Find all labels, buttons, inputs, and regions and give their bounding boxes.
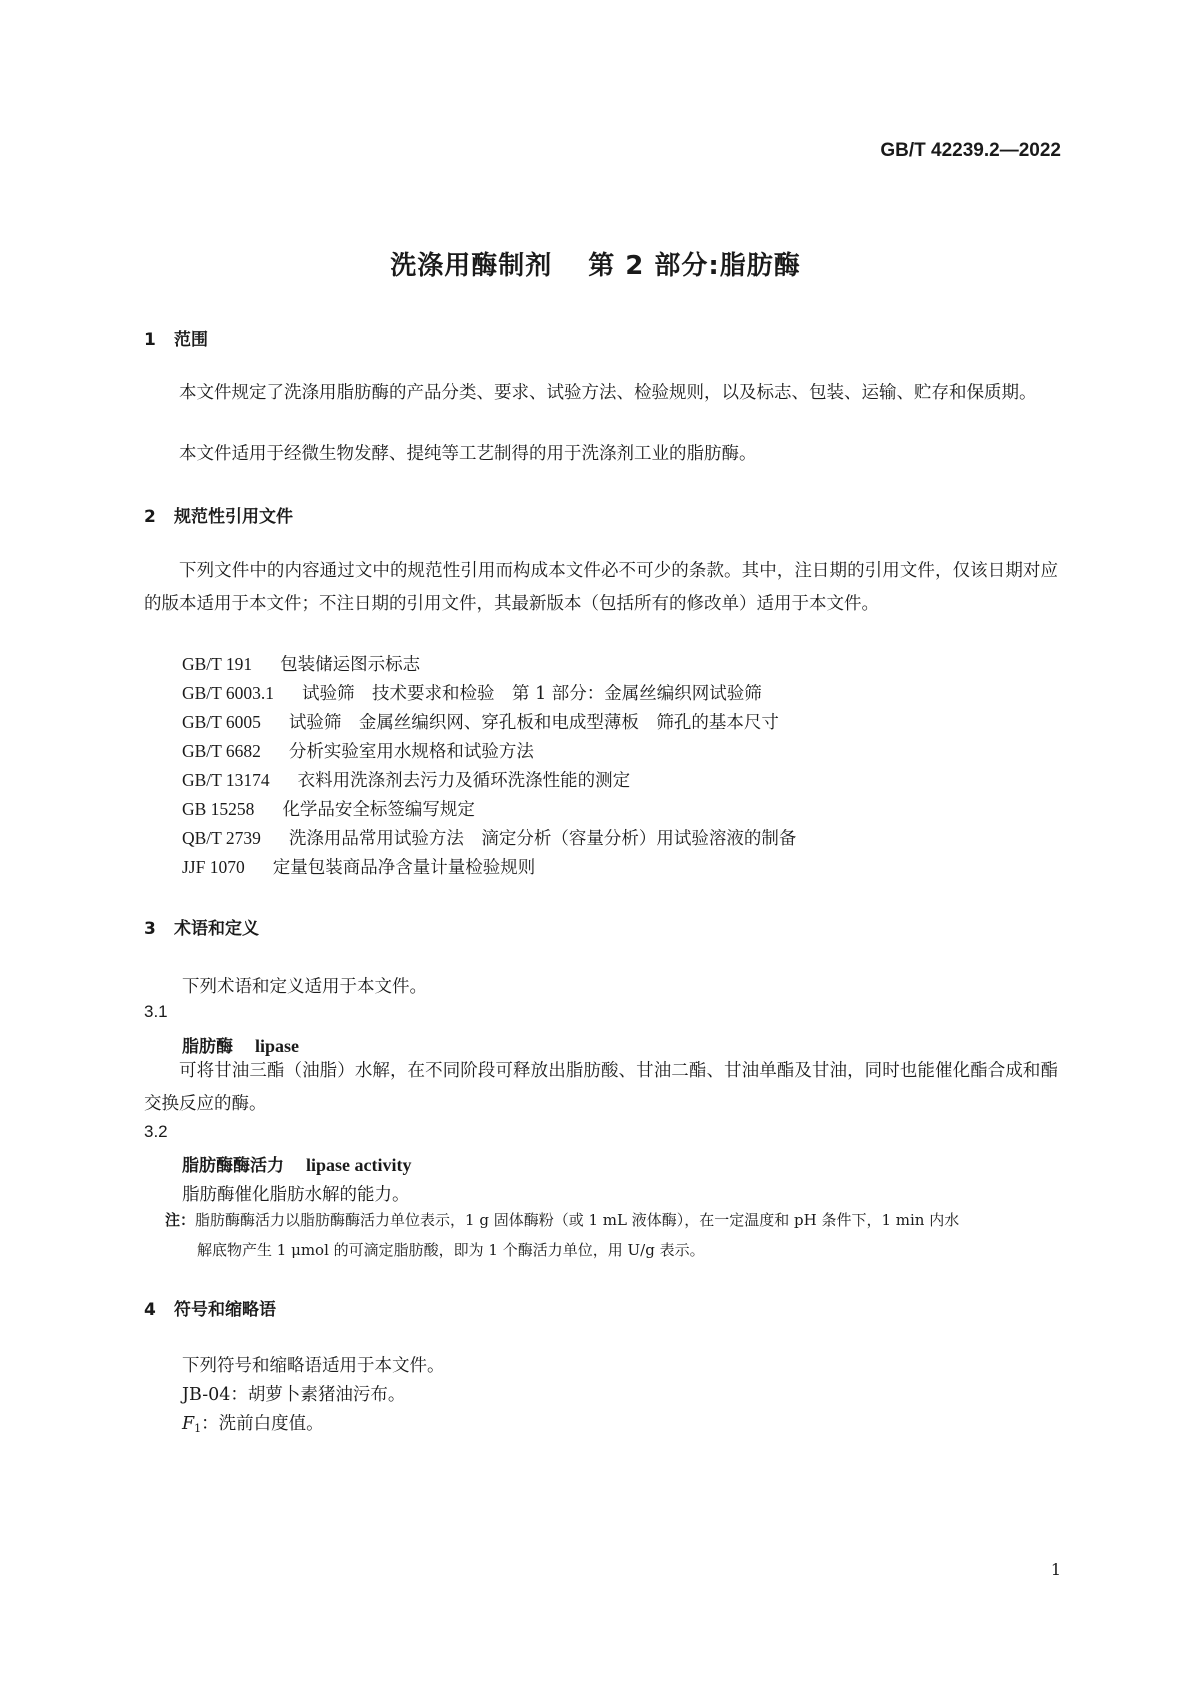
- terms-intro: 下列术语和定义适用于本文件。: [182, 977, 427, 997]
- section-heading-symbols: 4 符号和缩略语: [144, 1300, 276, 1320]
- reference-item: JJF 1070 定量包装商品净含量计量检验规则: [182, 857, 536, 878]
- symbols-intro: 下列符号和缩略语适用于本文件。: [182, 1356, 445, 1376]
- reference-item: GB/T 6005 试验筛 金属丝编织网、穿孔板和电成型薄板 筛孔的基本尺寸: [182, 712, 779, 733]
- reference-item: GB 15258 化学品安全标签编写规定: [182, 799, 475, 820]
- term-number: 3.2: [144, 1122, 168, 1141]
- term-name: 脂肪酶 lipase: [182, 1036, 300, 1057]
- reference-item: GB/T 191 包装储运图示标志: [182, 654, 421, 675]
- page-title: [0, 245, 1191, 282]
- reference-item: GB/T 6682 分析实验室用水规格和试验方法: [182, 741, 534, 762]
- section-heading-terms: 3 术语和定义: [144, 919, 259, 939]
- term-name: 脂肪酶酶活力 lipase activity: [182, 1155, 412, 1176]
- scope-paragraph-1: 本文件规定了洗涤用脂肪酶的产品分类、要求、试验方法、检验规则，以及标志、包装、运输、贮存和保质期。: [179, 383, 1037, 403]
- term-number: 3.1: [144, 1002, 168, 1021]
- standard-code: GB/T 42239.2—2022: [880, 140, 1061, 161]
- symbol-item: JB-04：胡萝卜素猪油污布。: [182, 1385, 406, 1405]
- term-note: 注：脂肪酶酶活力以脂肪酶酶活力单位表示，1 g 固体酶粉（或 1 mL 液体酶），在一定温度和 pH 条件下，1 min 内水 解底物产生 1 μmol 的可滴定脂肪酸，即为 1 个酶活力单位，用 U/g 表示。: [165, 1211, 960, 1259]
- page-number: 1: [1050, 1560, 1061, 1579]
- symbol-item: $F_1$：洗前白度值。: [182, 1414, 324, 1435]
- term-definition: 可将甘油三酯（油脂）水解，在不同阶段可释放出脂肪酸、甘油二酯、甘油单酯及甘油，同时也能催化酯合成和酯交换反应的酶。: [144, 1061, 1058, 1114]
- title-main: 洗涤用酶制剂: [390, 251, 553, 281]
- reference-item: GB/T 13174 衣料用洗涤剂去污力及循环洗涤性能的测定: [182, 770, 631, 791]
- references-paragraph: 下列文件中的内容通过文中的规范性引用而构成本文件必不可少的条款。其中，注日期的引用文件，仅该日期对应的版本适用于本文件；不注日期的引用文件，其最新版本（包括所有的修改单）适用于本文件。: [144, 561, 1058, 614]
- scope-paragraph-2: 本文件适用于经微生物发酵、提纯等工艺制得的用于洗涤剂工业的脂肪酶。: [179, 444, 757, 464]
- reference-item: GB/T 6003.1 试验筛 技术要求和检验 第 1 部分：金属丝编织网试验筛: [182, 683, 762, 704]
- section-heading-normative-references: 2 规范性引用文件: [144, 507, 293, 527]
- reference-item: QB/T 2739 洗涤用品常用试验方法 滴定分析（容量分析）用试验溶液的制备: [182, 828, 797, 849]
- title-part: 第 2 部分:脂肪酶: [588, 251, 801, 281]
- section-heading-scope: 1 范围: [144, 330, 208, 350]
- term-definition: 脂肪酶催化脂肪水解的能力。: [182, 1185, 410, 1205]
